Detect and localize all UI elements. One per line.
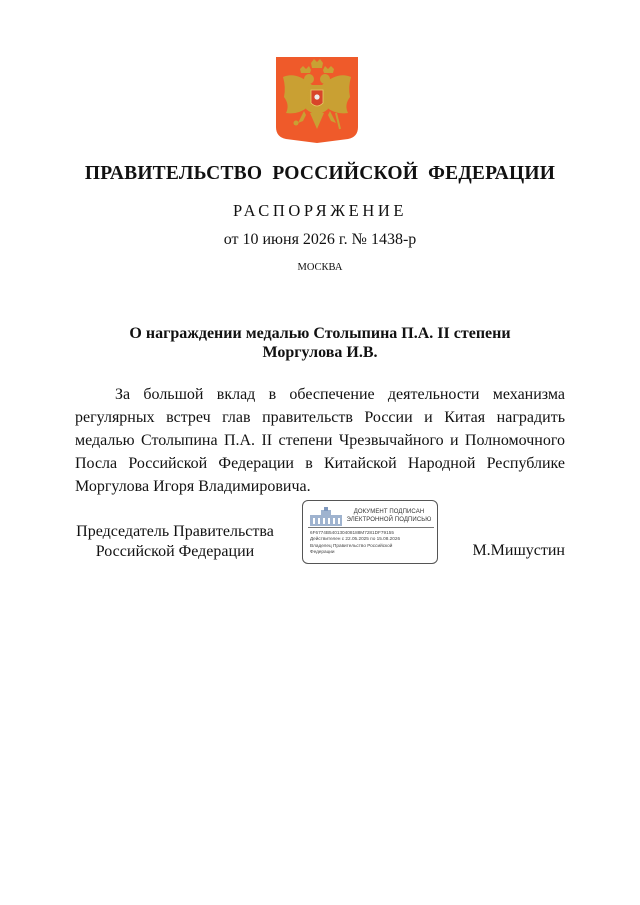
stamp-certificate: 6F6774B540130408188M7281DF79155 bbox=[310, 530, 394, 535]
body-line: Моргулова Игоря Владимировича. bbox=[75, 478, 311, 495]
signer-position-line: Российской Федерации bbox=[95, 543, 255, 560]
stamp-details bbox=[310, 530, 436, 556]
body-line: регулярных встреч глав правительств России и Китая наградить bbox=[75, 409, 565, 426]
electronic-signature-stamp bbox=[302, 500, 438, 564]
signer-position-line: Председатель Правительства bbox=[76, 523, 274, 540]
signer-name: М.Мишустин bbox=[472, 542, 565, 559]
body-line: За большой вклад в обеспечение деятельности механизма bbox=[115, 386, 565, 403]
document-subject bbox=[75, 324, 565, 362]
stamp-validity: Действителен с 22.05.2025 по 15.08.2026 bbox=[310, 536, 401, 542]
document-body bbox=[75, 383, 565, 498]
body-line: медалью Столыпина П.А. II степени Чрезвычайного и Полномочного bbox=[75, 432, 565, 449]
signer-position bbox=[75, 522, 275, 562]
stamp-title-line: ЭЛЕКТРОННОЙ ПОДПИСЬЮ bbox=[346, 517, 432, 523]
stamp-title-line: ДОКУМЕНТ ПОДПИСАН bbox=[353, 509, 425, 515]
coat-of-arms-emblem bbox=[276, 57, 358, 143]
subject-line: Моргулова И.В. bbox=[262, 344, 378, 361]
stamp-owner: Федерации bbox=[310, 549, 335, 555]
subject-line: О награждении медалью Столыпина П.А. II степени bbox=[129, 325, 511, 342]
government-building-icon bbox=[308, 507, 344, 527]
stamp-title bbox=[341, 508, 437, 524]
government-title: ПРАВИТЕЛЬСТВО РОССИЙСКОЙ ФЕДЕРАЦИИ bbox=[84, 163, 556, 184]
body-line: Посла Российской Федерации в Китайской Народной Республике bbox=[75, 455, 565, 472]
document-date-number: от 10 июня 2026 г. № 1438-р bbox=[223, 231, 417, 248]
stamp-owner: Владелец Правительство Российской bbox=[310, 542, 393, 548]
document-city: МОСКВА bbox=[297, 262, 343, 273]
document-type: РАСПОРЯЖЕНИЕ bbox=[232, 201, 408, 220]
stamp-divider bbox=[308, 527, 434, 528]
